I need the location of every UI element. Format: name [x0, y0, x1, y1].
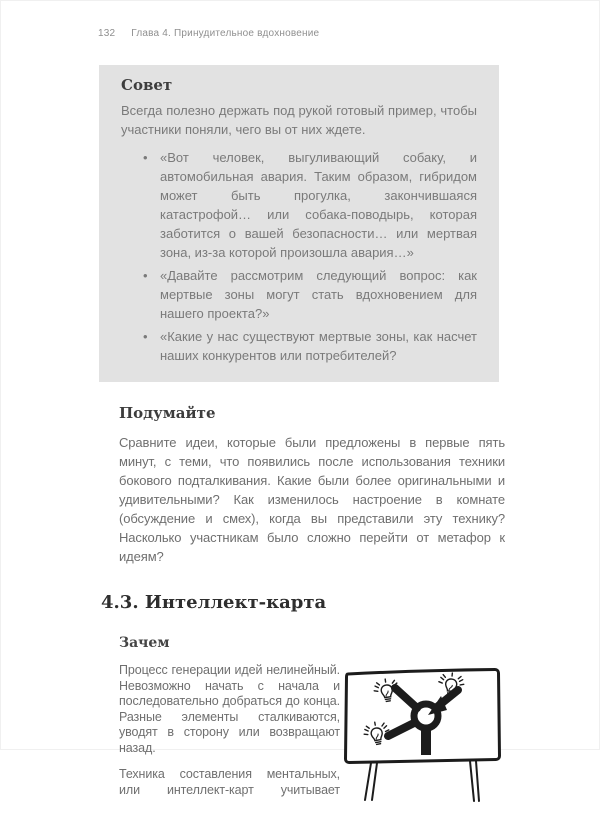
- list-item-text: «Давайте рассмотрим следующий вопрос: как мертвые зоны могут стать вдохновением для нашего проекта?»: [160, 268, 477, 321]
- board-legs: [365, 761, 479, 801]
- tip-box-title: Совет: [121, 76, 173, 94]
- body-paragraph: Процесс генерации идей нелинейный. Невозможно начать с начала и последовательно добраться до конца. Разные элементы сталкиваются, уводят в сторону или возвращают назад.: [119, 663, 340, 755]
- bullet-icon: •: [143, 268, 148, 283]
- why-body: [119, 663, 499, 818]
- why-section: [119, 635, 499, 818]
- why-subheading: Зачем: [119, 635, 170, 651]
- section-heading: 4.3. Интеллект-карта: [101, 592, 327, 613]
- list-item: [143, 327, 477, 365]
- tip-box-intro: Всегда полезно держать под рукой готовый пример, чтобы участники поняли, чего вы от них ждете.: [121, 103, 477, 137]
- list-item: [143, 148, 477, 262]
- body-paragraph: Техника составления ментальных, или интеллект-карт учитывает: [119, 767, 340, 797]
- bullet-icon: •: [143, 329, 148, 344]
- page-number: 132: [98, 28, 116, 39]
- whiteboard-illustration: [341, 665, 507, 807]
- tip-box-list: [121, 148, 477, 365]
- book-page: [1, 28, 599, 797]
- chapter-title: Глава 4. Принудительное вдохновение: [131, 28, 320, 39]
- think-section-body: Сравните идеи, которые были предложены в первые пять минут, с теми, что появились после использования техники бокового подталкивания. Какие были более оригинальными и удивительными? Как изменилось настроение в комнате (обсуждение и смех), когда вы представили эту технику? Насколько участникам было сложно перейти от метафор к идеям?: [119, 435, 505, 564]
- whiteboard-mindmap-sketch: [341, 665, 507, 807]
- list-item-text: «Вот человек, выгуливающий собаку, и автомобильная авария. Таким образом, гибридом может быть прогулка, закончившаяся катастрофой… или собака-поводырь, которая заботится о вашей безопасности… или мертвая зона, из-за которой произошла авария…»: [160, 150, 477, 260]
- list-item: [143, 266, 477, 323]
- think-section: [119, 404, 505, 566]
- tip-box: [99, 65, 499, 382]
- running-head: [98, 28, 499, 39]
- bullet-icon: •: [143, 150, 148, 165]
- think-section-title: Подумайте: [119, 404, 216, 422]
- list-item-text: «Какие у нас существуют мертвые зоны, как насчет наших конкурентов или потребителей?: [160, 329, 477, 363]
